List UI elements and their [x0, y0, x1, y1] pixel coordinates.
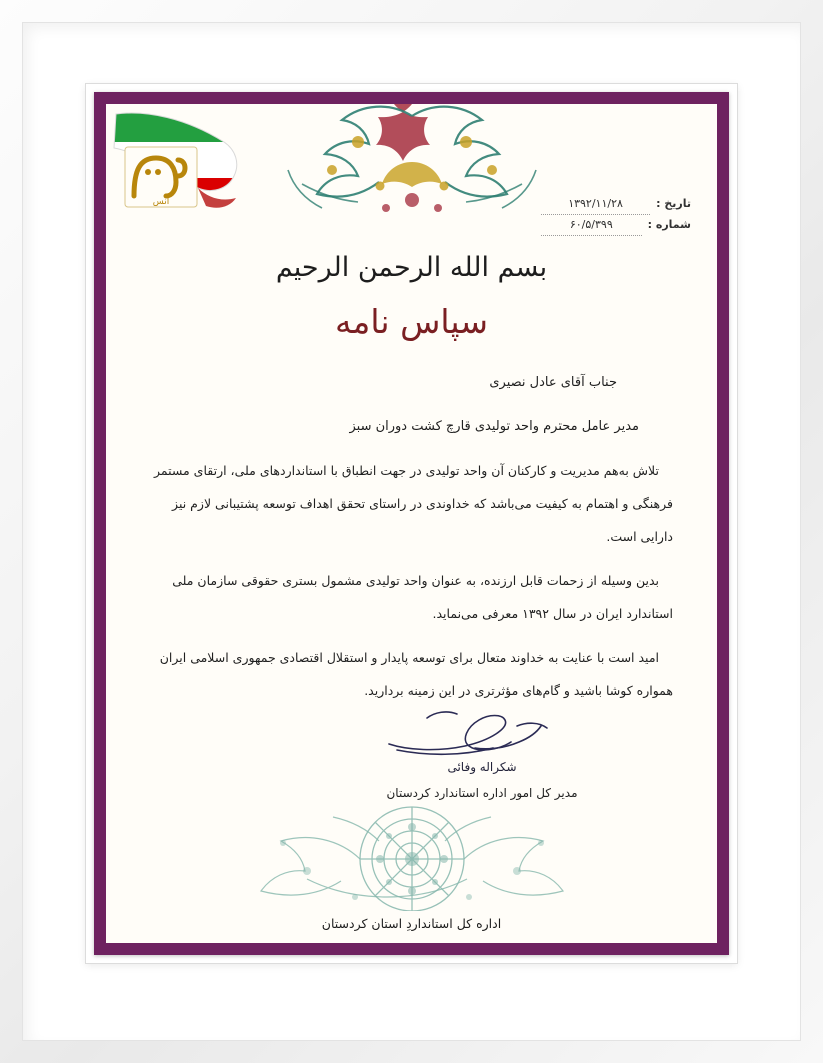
- signature-block: [367, 704, 597, 800]
- basmala-heading: بسم الله الرحمن الرحیم: [275, 252, 548, 283]
- certificate-body: [150, 366, 673, 718]
- body-paragraph-3: امید است با عنایت به خداوند متعال برای توسعه پایدار و استقلال اقتصادی جمهوری اسلامی ایران همواره کوشا باشید و گام‌های مؤثرتری در این زمینه بردارید.: [159, 650, 673, 698]
- meta-row-date: [541, 194, 691, 215]
- footer-organization: اداره کل استانداردِ استان کردستان: [321, 916, 502, 931]
- number-label: شماره :: [647, 218, 691, 231]
- certificate-border: [94, 92, 729, 955]
- signer-title: مدیر کل امور اداره استاندارد کردستان: [386, 786, 578, 800]
- body-paragraph-1: تلاش به‌هم مدیریت و کارکنان آن واحد تولیدی در جهت انطباق با استانداردهای ملی، ارتقای مستمر فرهنگی و اهتمام به کیفیت می‌باشد که خداوندی در راستای تحقق اهداف توسعه پشتیبانی لازم نیز دارایی است.: [153, 463, 673, 544]
- floral-header-ornament-icon: [262, 104, 562, 232]
- date-label: تاریخ :: [656, 197, 691, 210]
- document-meta: [541, 194, 691, 236]
- salutation-line: جناب آقای عادل نصیری: [489, 375, 617, 390]
- meta-row-number: [541, 215, 691, 236]
- number-value: ۶۰/۵/۳۹۹: [541, 215, 642, 236]
- recipient-role-line: مدیر عامل محترم واحد تولیدی قارچ کشت دوران سبز: [349, 419, 639, 434]
- certificate-title: سپاس نامه: [334, 302, 489, 341]
- date-value: ۱۳۹۲/۱۱/۲۸: [541, 194, 650, 215]
- body-paragraph-2: بدین وسیله از زحمات قابل ارزنده، به عنوان واحد تولیدی مشمول بستری حقوقی سازمان ملی استاندارد ایران در سال ۱۳۹۲ معرفی می‌نماید.: [172, 573, 673, 621]
- handwritten-signature-icon: [367, 704, 597, 758]
- certificate-paper: [106, 104, 717, 943]
- organization-logo-icon: [124, 146, 198, 208]
- floral-footer-ornament-icon: [247, 781, 577, 911]
- signer-name: شکراله وفائی: [447, 760, 517, 774]
- logo-text: اُنس: [152, 197, 170, 207]
